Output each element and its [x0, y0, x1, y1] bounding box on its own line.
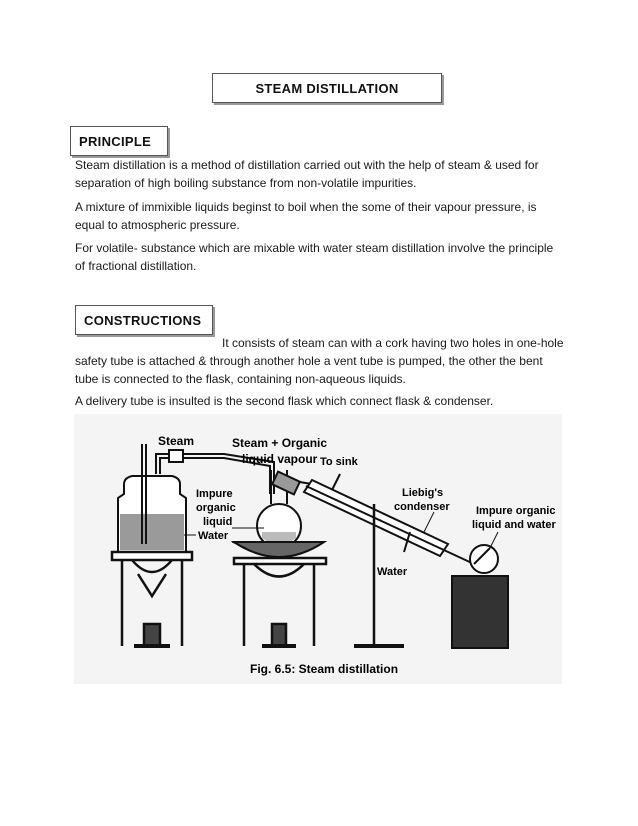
label-impure-1: Impure [196, 488, 233, 500]
figure-caption: Fig. 6.5: Steam distillation [250, 662, 399, 676]
label-liebig-1: Liebig's [402, 487, 444, 499]
principle-paragraph-1: Steam distillation is a method of distillation carried out with the help of steam & used for separation of high boiling substance from non-volatile impurities. [75, 158, 539, 190]
label-liebig-2: condenser [394, 501, 450, 513]
steam-distillation-figure [74, 414, 562, 684]
label-steam-organic-1: Steam + Organic [232, 436, 328, 450]
label-impure-2: organic [196, 502, 236, 514]
receiver-support-block [452, 576, 508, 648]
constructions-paragraph-2: A delivery tube is insulted is the second flask which connect flask & condenser. [75, 394, 494, 408]
label-water-flask: Water [198, 530, 229, 542]
constructions-heading: CONSTRUCTIONS [75, 305, 213, 335]
label-steam-organic-2: liquid vapour [242, 452, 318, 466]
principle-heading: PRINCIPLE [70, 126, 168, 156]
label-receiver-2: liquid and water [472, 519, 556, 531]
receiver-flask [470, 545, 498, 573]
principle-paragraph-3: For volatile- substance which are mixable with water steam distillation involve the principle of fractional distillation. [75, 241, 554, 273]
label-receiver-1: Impure organic [476, 505, 556, 517]
label-steam: Steam [158, 434, 195, 448]
principle-paragraph-2: A mixture of immixible liquids beginst to boil when the some of their vapour pressure, is equal to atmospheric pressure. [75, 200, 537, 232]
steam-generator-can [118, 476, 186, 552]
constructions-paragraph-1: It consists of steam can with a cork having two holes in one-hole safety tube is attached & through another hole a vent tube is pumped, the other the bent tube is connected to the flask, containing non-aqueous liquids. [75, 336, 564, 386]
label-impure-3: liquid [203, 516, 233, 528]
page-title: STEAM DISTILLATION [212, 73, 442, 103]
label-water-inlet: Water [377, 566, 408, 578]
label-to-sink: To sink [320, 456, 358, 468]
